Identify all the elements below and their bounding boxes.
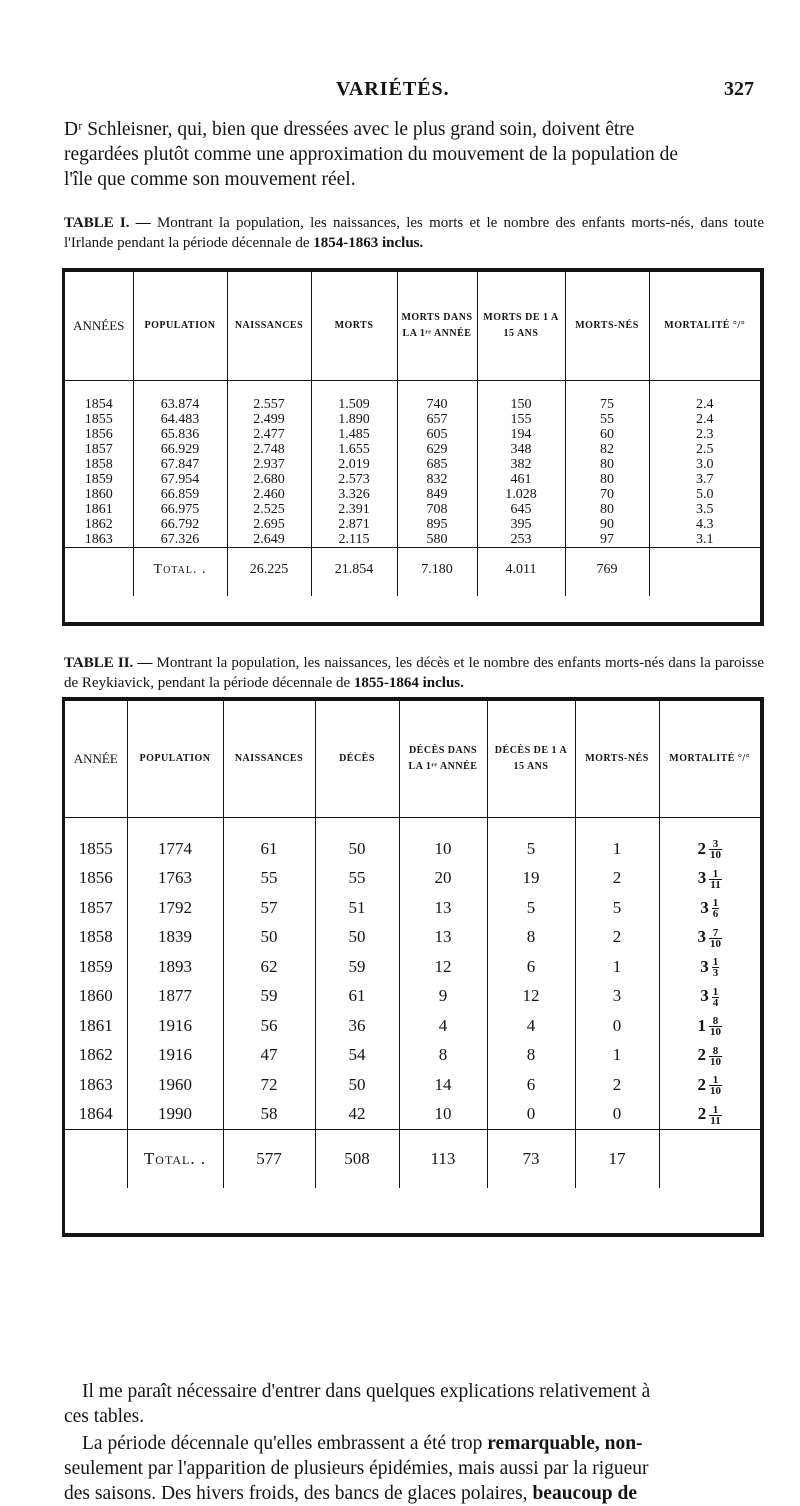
mortality-whole: 1	[697, 1015, 706, 1035]
table2-cell: 1	[575, 952, 659, 982]
table2-mortality-cell	[659, 834, 760, 864]
table2-cell: 1763	[127, 863, 223, 893]
table1-cell: 253	[477, 532, 565, 548]
table2-total-cell: 508	[315, 1129, 399, 1188]
table1-cell: 67.954	[133, 472, 227, 487]
table1-header-cell: MORTS-NÉS	[565, 272, 649, 380]
closing-text: des saisons. Des hivers froids, des bancs de glaces polaires,	[64, 1483, 528, 1504]
table2-total-empty	[659, 1129, 760, 1188]
table2-cell: 58	[223, 1099, 315, 1129]
table1-cell: 2.5	[696, 441, 714, 457]
table1-cell: 1858	[65, 457, 133, 472]
running-head	[0, 78, 800, 106]
table2-cell: 1855	[65, 834, 127, 864]
table2-header-cell: DÉCÈS DE 1 A 15 ANS	[487, 701, 575, 817]
fraction-numerator: 1	[709, 1075, 722, 1086]
table2-cell: 47	[223, 1040, 315, 1070]
table1-total-cell: 769	[565, 547, 649, 596]
intro-line: Dʳ Schleisner, qui, bien que dressées avec le plus grand soin, doivent être	[64, 119, 635, 140]
table2-caption-text: Montrant la population, les naissances, les décès et le nombre des enfants morts-nés dans la paroisse de Reykiavick, pendant la période décennale de	[64, 655, 764, 691]
table2-cell: 59	[315, 952, 399, 982]
table1-cell: 65.836	[133, 427, 227, 442]
table1-header-cell: ANNÉES	[65, 272, 133, 380]
table1-cell: 348	[477, 442, 565, 457]
fraction-denominator: 11	[710, 1114, 721, 1127]
table2-cell: 4	[487, 1011, 575, 1041]
table2-total-label: Total. .	[127, 1129, 223, 1188]
table1-cell: 1859	[65, 472, 133, 487]
fraction-denominator: 10	[710, 849, 721, 862]
table1-cell: 3.326	[311, 487, 397, 502]
mortality-whole: 2	[697, 838, 706, 858]
table1-cell: 1857	[65, 442, 133, 457]
table1-cell: 2.557	[227, 397, 311, 412]
table1-total-cell: 4.011	[477, 547, 565, 596]
table2-row	[65, 1040, 760, 1070]
table2-cell: 13	[399, 922, 487, 952]
table2-cell: 13	[399, 893, 487, 923]
table2-cell: 1990	[127, 1099, 223, 1129]
table2-row	[65, 1099, 760, 1129]
table2-cell: 2	[575, 863, 659, 893]
fraction-numerator: 1	[712, 897, 719, 910]
table1-cell: 1.509	[311, 397, 397, 412]
table1-cell: 2.391	[311, 502, 397, 517]
table2-cell: 19	[487, 863, 575, 893]
closing-line: ces tables.	[64, 1406, 145, 1427]
table2-cell: 1877	[127, 981, 223, 1011]
table2-cell: 1774	[127, 834, 223, 864]
table2-header-cell: POPULATION	[127, 701, 223, 817]
table2-cell: 50	[315, 834, 399, 864]
table1-cell: 5.0	[696, 486, 714, 502]
table1-cell: 708	[397, 502, 477, 517]
fraction-numerator: 1	[709, 1105, 721, 1116]
closing-text-bold: beaucoup de	[532, 1483, 638, 1504]
table2-total-cell: 73	[487, 1129, 575, 1188]
table2-cell: 8	[399, 1040, 487, 1070]
fraction-numerator: 7	[709, 928, 722, 939]
table2-row	[65, 893, 760, 923]
fraction-denominator: 10	[710, 937, 721, 950]
table2-total-cell: 17	[575, 1129, 659, 1188]
table2-mortality-cell	[659, 893, 760, 923]
table2-cell: 62	[223, 952, 315, 982]
table1-cell: 82	[565, 442, 649, 457]
table1-cell: 2.477	[227, 427, 311, 442]
table2-total-row	[65, 1129, 760, 1188]
running-head-title: VARIÉTÉS.	[336, 78, 450, 100]
table2-cell: 1860	[65, 981, 127, 1011]
table2-cell: 72	[223, 1070, 315, 1100]
table2-cell: 42	[315, 1099, 399, 1129]
mortality-fraction	[712, 987, 720, 1008]
table1-row	[65, 412, 760, 427]
table1-cell: 3.0	[696, 456, 714, 472]
table1-header-cell: MORTS DANS LA 1ʳᵉ ANNÉE	[397, 272, 477, 380]
table2-cell: 57	[223, 893, 315, 923]
table1-header-cell: MORTS	[311, 272, 397, 380]
table2-cell: 6	[487, 952, 575, 982]
table2-header-cell: DÉCÈS	[315, 701, 399, 817]
table1-cell: 90	[565, 517, 649, 532]
table2-mortality-cell	[659, 952, 760, 982]
mortality-fraction	[712, 957, 720, 978]
table1-caption-label: TABLE I. —	[64, 215, 151, 231]
table2-cell: 54	[315, 1040, 399, 1070]
intro-paragraph	[64, 117, 764, 192]
fraction-denominator: 10	[710, 1055, 721, 1068]
table1-caption-text: Montrant la population, les naissances, les morts et le nombre des enfants morts-nés, dans toute l'Irlande pendant la période décennale de	[64, 215, 765, 251]
table1-cell: 75	[565, 397, 649, 412]
table1-cell: 2.649	[227, 532, 311, 548]
table2-cell: 9	[399, 981, 487, 1011]
table2-frame	[62, 697, 764, 1237]
table2-cell: 1856	[65, 863, 127, 893]
table2-cell: 10	[399, 1099, 487, 1129]
fraction-denominator: 11	[710, 878, 721, 891]
table2-row	[65, 1011, 760, 1041]
table2-cell: 51	[315, 893, 399, 923]
table1-caption-period: 1854-1863 inclus.	[313, 235, 424, 251]
table1-cell: 849	[397, 487, 477, 502]
table2-mortality-cell	[659, 922, 760, 952]
table2-cell: 1916	[127, 1011, 223, 1041]
table1-cell: 685	[397, 457, 477, 472]
table1-cell: 740	[397, 397, 477, 412]
table1-header-cell: NAISSANCES	[227, 272, 311, 380]
table2-cell: 56	[223, 1011, 315, 1041]
mortality-fraction	[709, 1016, 722, 1037]
mortality-whole: 2	[697, 1045, 706, 1064]
table1-cell: 2.4	[696, 411, 714, 427]
table1-cell: 461	[477, 472, 565, 487]
table2-cell: 1858	[65, 922, 127, 952]
table1-cell: 2.748	[227, 442, 311, 457]
table1-cell: 2.680	[227, 472, 311, 487]
fraction-numerator: 3	[709, 839, 722, 850]
table1-row	[65, 472, 760, 487]
table1-cell: 66.975	[133, 502, 227, 517]
table1-cell: 2.115	[311, 532, 397, 548]
table1-total-cell: 7.180	[397, 547, 477, 596]
table1-cell: 1.890	[311, 412, 397, 427]
table1-cell: 1862	[65, 517, 133, 532]
page-number: 327	[724, 78, 754, 100]
table2-row	[65, 1070, 760, 1100]
table1-header-cell: MORTS DE 1 A 15 ANS	[477, 272, 565, 380]
closing-text: La période décennale qu'elles embrassent a été trop	[82, 1433, 483, 1454]
table1-row	[65, 517, 760, 532]
table1-row	[65, 532, 760, 548]
table1-cell: 580	[397, 532, 477, 548]
table2-cell: 12	[399, 952, 487, 982]
fraction-denominator: 6	[712, 908, 719, 921]
table1-row	[65, 502, 760, 517]
table2-cell: 1863	[65, 1070, 127, 1100]
table1-cell: 2.695	[227, 517, 311, 532]
table1-cell: 1856	[65, 427, 133, 442]
table1-cell: 629	[397, 442, 477, 457]
table2-header-cell: MORTALITÉ °/°	[659, 701, 760, 817]
fraction-denominator: 4	[712, 996, 719, 1009]
table1-cell: 2.573	[311, 472, 397, 487]
table1-cell: 2.019	[311, 457, 397, 472]
table1-header-cell: POPULATION	[133, 272, 227, 380]
table2-total-cell: 577	[223, 1129, 315, 1188]
table2-cell: 8	[487, 1040, 575, 1070]
table1-cell: 2.525	[227, 502, 311, 517]
table2-row	[65, 834, 760, 864]
table1-row	[65, 397, 760, 412]
table1-total-empty	[649, 547, 760, 596]
table1-row	[65, 457, 760, 472]
table2-cell: 3	[575, 981, 659, 1011]
table1-cell: 64.483	[133, 412, 227, 427]
table2-cell: 6	[487, 1070, 575, 1100]
table2-cell: 5	[487, 893, 575, 923]
table1-cell: 645	[477, 502, 565, 517]
table2-row	[65, 863, 760, 893]
table1-cell: 3.5	[696, 501, 714, 517]
table1-total-cell: 26.225	[227, 547, 311, 596]
table1-cell: 3.1	[696, 531, 714, 547]
table1-cell: 395	[477, 517, 565, 532]
table2-cell: 1	[575, 1040, 659, 1070]
table2-cell: 10	[399, 834, 487, 864]
mortality-whole: 3	[700, 986, 709, 1005]
table1-cell: 67.847	[133, 457, 227, 472]
fraction-numerator: 8	[709, 1016, 722, 1027]
table1-total-cell: 21.854	[311, 547, 397, 596]
table2-cell: 1792	[127, 893, 223, 923]
table2-cell: 8	[487, 922, 575, 952]
table1-header-cell: MORTALITÉ °/°	[649, 272, 760, 380]
table1-cell: 1854	[65, 397, 133, 412]
table2-row	[65, 981, 760, 1011]
fraction-numerator: 8	[709, 1046, 722, 1057]
table1-cell: 66.859	[133, 487, 227, 502]
table2-cell: 36	[315, 1011, 399, 1041]
fraction-denominator: 10	[710, 1085, 721, 1098]
fraction-denominator: 10	[710, 1026, 721, 1039]
table2-total-empty	[65, 1129, 127, 1188]
table2-cell: 55	[315, 863, 399, 893]
table1-caption	[64, 213, 764, 253]
table1-cell: 1.028	[477, 487, 565, 502]
table2-cell: 61	[223, 834, 315, 864]
table2-cell: 59	[223, 981, 315, 1011]
table2-row	[65, 922, 760, 952]
closing-line	[64, 1431, 764, 1456]
table1-cell: 605	[397, 427, 477, 442]
table1-total-label: Total. .	[133, 547, 227, 596]
table1-cell: 150	[477, 397, 565, 412]
table1-total-row	[65, 547, 760, 596]
mortality-fraction	[709, 869, 721, 890]
table2-cell: 50	[315, 1070, 399, 1100]
table2-cell: 0	[575, 1099, 659, 1129]
mortality-whole: 3	[697, 868, 707, 887]
table1	[65, 272, 760, 596]
mortality-fraction	[709, 928, 722, 949]
table1-cell: 1855	[65, 412, 133, 427]
table2-cell: 12	[487, 981, 575, 1011]
intro-line: regardées plutôt comme une approximation du mouvement de la population de	[64, 144, 679, 165]
intro-line: l'île que comme son mouvement réel.	[64, 169, 356, 190]
table2-cell: 0	[575, 1011, 659, 1041]
mortality-whole: 3	[700, 897, 709, 917]
table1-cell: 2.4	[696, 396, 714, 412]
table2-cell: 4	[399, 1011, 487, 1041]
table2-header-cell: DÉCÈS DANS LA 1ʳᵉ ANNÉE	[399, 701, 487, 817]
table1-cell: 60	[565, 427, 649, 442]
table1-cell: 97	[565, 532, 649, 548]
table1-cell: 895	[397, 517, 477, 532]
table2-cell: 50	[315, 922, 399, 952]
table2-mortality-cell	[659, 1070, 760, 1100]
table1-cell: 3.7	[696, 471, 714, 487]
table2-caption-label: TABLE II. —	[64, 655, 153, 671]
table2-cell: 20	[399, 863, 487, 893]
table1-cell: 2.3	[696, 426, 714, 442]
table2-row	[65, 952, 760, 982]
fraction-denominator: 3	[712, 967, 719, 980]
table2-header-cell: MORTS-NÉS	[575, 701, 659, 817]
table1-cell: 2.871	[311, 517, 397, 532]
table2-cell: 50	[223, 922, 315, 952]
table2-caption	[64, 653, 764, 693]
table2-mortality-cell	[659, 1011, 760, 1041]
table2-cell: 1960	[127, 1070, 223, 1100]
table1-cell: 2.460	[227, 487, 311, 502]
table2-caption-period: 1855-1864 inclus.	[353, 675, 464, 691]
table1-cell: 2.937	[227, 457, 311, 472]
table1-cell: 1860	[65, 487, 133, 502]
mortality-whole: 2	[697, 1074, 706, 1094]
table1-cell: 80	[565, 472, 649, 487]
table1-cell: 1.485	[311, 427, 397, 442]
table1-cell: 80	[565, 457, 649, 472]
mortality-fraction	[709, 1046, 722, 1067]
fraction-numerator: 1	[712, 956, 719, 969]
table1-cell: 1863	[65, 532, 133, 548]
table2-header-cell: ANNÉE	[65, 701, 127, 817]
table2-cell: 0	[487, 1099, 575, 1129]
table2-cell: 1893	[127, 952, 223, 982]
table2-cell: 1861	[65, 1011, 127, 1041]
mortality-fraction	[712, 898, 720, 919]
table2-cell: 55	[223, 863, 315, 893]
table1-cell: 1.655	[311, 442, 397, 457]
fraction-numerator: 1	[712, 985, 719, 998]
table1-cell: 63.874	[133, 397, 227, 412]
table1-cell: 1861	[65, 502, 133, 517]
mortality-fraction	[709, 1105, 721, 1126]
table1-cell: 657	[397, 412, 477, 427]
table1-cell: 70	[565, 487, 649, 502]
closing-line: seulement par l'apparition de plusieurs épidémies, mais aussi par la rigueur	[64, 1458, 649, 1479]
table1-cell: 80	[565, 502, 649, 517]
table1-cell: 155	[477, 412, 565, 427]
table2-cell: 1839	[127, 922, 223, 952]
table1-cell: 382	[477, 457, 565, 472]
table1-row	[65, 487, 760, 502]
table2-mortality-cell	[659, 863, 760, 893]
table2-cell: 2	[575, 922, 659, 952]
fraction-numerator: 1	[709, 869, 721, 880]
table1-cell: 832	[397, 472, 477, 487]
table2-cell: 1862	[65, 1040, 127, 1070]
table2-cell: 61	[315, 981, 399, 1011]
table2-mortality-cell	[659, 1099, 760, 1129]
table1-frame	[62, 268, 764, 626]
table2-cell: 5	[487, 834, 575, 864]
table2-cell: 1857	[65, 893, 127, 923]
table2-header-cell: NAISSANCES	[223, 701, 315, 817]
table2-mortality-cell	[659, 1040, 760, 1070]
table1-row	[65, 442, 760, 457]
closing-text-bold: remarquable, non-	[487, 1433, 643, 1454]
table2-total-cell: 113	[399, 1129, 487, 1188]
mortality-fraction	[709, 1075, 722, 1096]
table1-cell: 194	[477, 427, 565, 442]
table1-cell: 66.929	[133, 442, 227, 457]
mortality-whole: 3	[697, 927, 706, 946]
mortality-whole: 3	[700, 956, 709, 976]
table1-cell: 66.792	[133, 517, 227, 532]
table1-cell: 4.3	[696, 516, 714, 532]
table1-cell: 67.326	[133, 532, 227, 548]
closing-line	[64, 1481, 764, 1506]
closing-paragraph-1	[64, 1379, 764, 1429]
table2	[65, 701, 760, 1188]
table2-cell: 1859	[65, 952, 127, 982]
table2-cell: 1	[575, 834, 659, 864]
table2-cell: 1864	[65, 1099, 127, 1129]
mortality-fraction	[709, 839, 722, 860]
mortality-whole: 2	[697, 1104, 707, 1123]
table2-cell: 14	[399, 1070, 487, 1100]
table2-mortality-cell	[659, 981, 760, 1011]
table1-row	[65, 427, 760, 442]
table1-total-empty	[65, 547, 133, 596]
table1-cell: 55	[565, 412, 649, 427]
table2-cell: 1916	[127, 1040, 223, 1070]
table2-cell: 5	[575, 893, 659, 923]
closing-line: Il me paraît nécessaire d'entrer dans quelques explications relativement à	[82, 1381, 651, 1402]
table1-cell: 2.499	[227, 412, 311, 427]
table2-cell: 2	[575, 1070, 659, 1100]
